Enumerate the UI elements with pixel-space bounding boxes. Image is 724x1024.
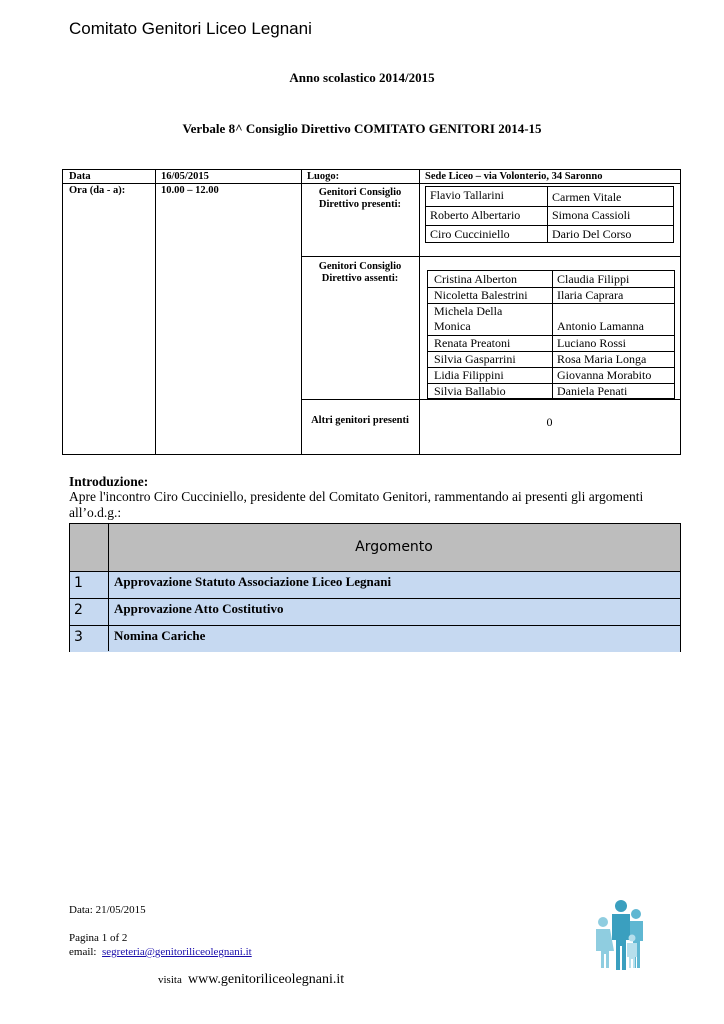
present-name: Flavio Tallarini: [430, 188, 504, 202]
agenda-item-text: Nomina Cariche: [114, 628, 206, 643]
present-names-grid: [425, 186, 674, 243]
absent-label: Genitori Consiglio Direttivo assenti:: [318, 261, 402, 284]
absent-name: Lidia Filippini: [434, 368, 504, 382]
agenda-item-number: 1: [74, 575, 83, 591]
present-label: Genitori Consiglio Direttivo presenti:: [318, 187, 402, 210]
footer-email-label: email:: [69, 946, 97, 958]
absent-name: Giovanna Morabito: [557, 368, 652, 382]
footer-date: Data: 21/05/2015: [69, 904, 146, 916]
meeting-info-table: [62, 169, 681, 455]
footer-page: Pagina 1 of 2: [69, 932, 128, 944]
place-value: Sede Liceo – via Volonterio, 34 Saronno: [425, 171, 603, 182]
intro-heading: Introduzione:: [69, 474, 149, 489]
absent-name: Daniela Penati: [557, 384, 628, 398]
absent-name: Rosa Maria Longa: [557, 352, 647, 366]
absent-name: Renata Preatoni: [434, 336, 511, 350]
date-label: Data: [69, 171, 91, 182]
minutes-title: Verbale 8^ Consiglio Direttivo COMITATO GENITORI 2014-15: [182, 121, 542, 136]
agenda-item-number: 2: [74, 602, 83, 618]
absent-name: Michela Della: [434, 304, 503, 318]
date-value: 16/05/2015: [161, 171, 209, 182]
time-label: Ora (da - a):: [69, 185, 126, 196]
absent-name: Nicoletta Balestrini: [434, 288, 528, 302]
agenda-header: Argomento: [355, 539, 433, 555]
family-logo-icon: [590, 898, 652, 972]
others-value: 0: [546, 415, 553, 429]
present-name: Simona Cassioli: [552, 208, 631, 222]
absent-name: Monica: [434, 319, 471, 333]
agenda-item-text: Approvazione Statuto Associazione Liceo Legnani: [114, 574, 392, 589]
absent-name: Cristina Alberton: [434, 272, 517, 286]
agenda-item-text: Approvazione Atto Costitutivo: [114, 601, 284, 616]
present-name: Carmen Vitale: [552, 190, 622, 204]
absent-name: Ilaria Caprara: [557, 288, 624, 302]
absent-name: Silvia Ballabio: [434, 384, 506, 398]
absent-name: Luciano Rossi: [557, 336, 626, 350]
agenda-item-number: 3: [74, 629, 83, 645]
present-name: Ciro Cucciniello: [430, 227, 510, 241]
place-label: Luogo:: [307, 171, 340, 182]
absent-names-grid: [427, 270, 675, 399]
absent-name: Silvia Gasparrini: [434, 352, 516, 366]
header-title: Comitato Genitori Liceo Legnani: [69, 19, 312, 38]
absent-name: Claudia Filippi: [557, 272, 630, 286]
footer-email-link[interactable]: segreteria@genitoriliceolegnani.it: [102, 946, 252, 958]
footer-visit-label: visita: [158, 974, 182, 986]
agenda-table: [69, 523, 681, 652]
present-name: Dario Del Corso: [552, 227, 632, 241]
time-value: 10.00 – 12.00: [161, 185, 219, 196]
school-year: Anno scolastico 2014/2015: [289, 70, 435, 85]
absent-name: Antonio Lamanna: [557, 319, 644, 333]
intro-text: Apre l'incontro Ciro Cucciniello, presidente del Comitato Genitori, rammentando ai presenti gli argomenti all’o.d.g.:: [69, 489, 644, 520]
footer-site-link[interactable]: www.genitoriliceolegnani.it: [188, 972, 345, 987]
others-label: Altri genitori presenti: [311, 415, 409, 426]
present-name: Roberto Albertario: [430, 208, 521, 222]
